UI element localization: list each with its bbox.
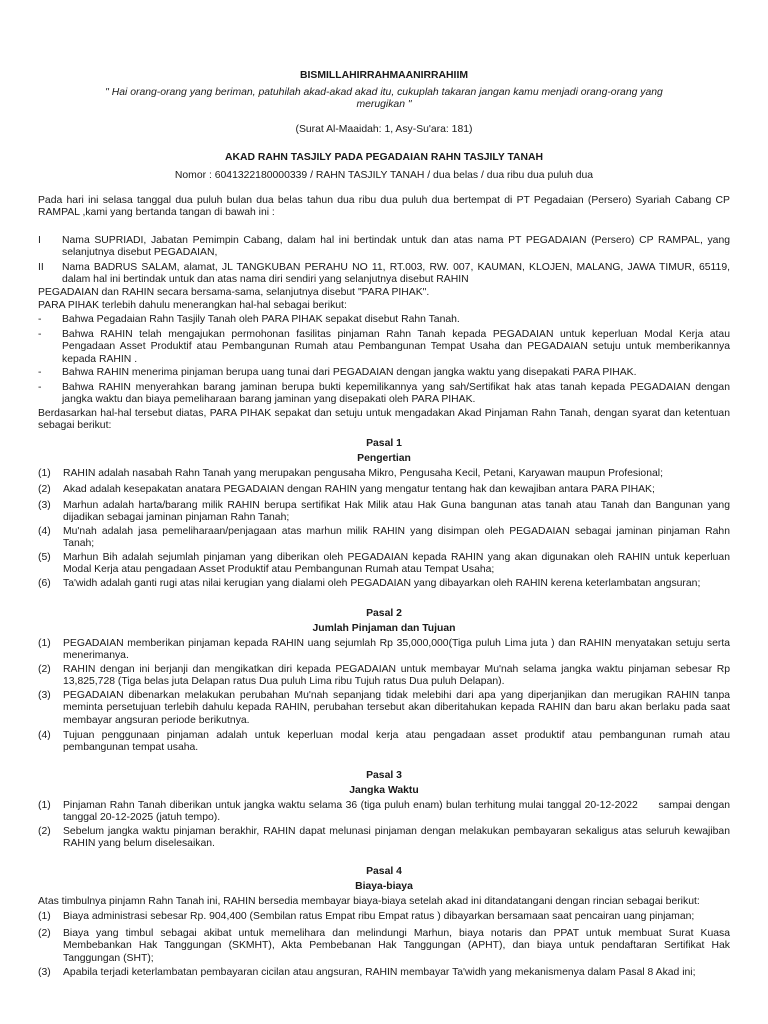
item-text: Akad adalah kesepakatan anatara PEGADAIAN dengan RAHIN yang mengatur tentang hak dan kewajiban antara PARA PIHAK; xyxy=(63,484,655,495)
pasal-1-item xyxy=(38,484,730,496)
pasal-1-item xyxy=(38,468,730,480)
party-marker: I xyxy=(38,235,41,246)
item-text: Biaya yang timbul sebagai akibat untuk memelihara dan melindungi Marhun, biaya notaris dan PPAT untuk membuat Surat Kuasa Membebankan Hak Tanggungan (SKMHT), Akta Pembebanan Hak Tanggungan (APHT), dan biaya untuk pendaftaran Sertifikat Hak Tanggungan (SHT); xyxy=(63,928,730,964)
item-marker: (1) xyxy=(38,911,51,922)
intro-paragraph: Pada hari ini selasa tanggal dua puluh bulan dua belas tahun dua ribu dua puluh dua bertempat di PT Pegadaian (Persero) Syariah Cabang CP RAMPAL ,kami yang bertanda tangan di bawah ini : xyxy=(38,195,730,219)
pasal-3-item xyxy=(38,800,733,825)
recital-marker: - xyxy=(38,367,42,378)
item-text: Pinjaman Rahn Tanah diberikan untuk jangka waktu selama 36 (tiga puluh enam) bulan terhitung mulai tanggal 20-12-2022 sampai dengan tanggal 20-12-2025 (jatuh tempo). xyxy=(63,800,733,824)
party-marker: II xyxy=(38,262,44,273)
pasal-1-item xyxy=(38,552,730,577)
item-text: Apabila terjadi keterlambatan pembayaran cicilan atau angsuran, RAHIN membayar Ta'widh yang mekanismenya dalam Pasal 8 Akad ini; xyxy=(63,967,696,978)
item-marker: (6) xyxy=(38,578,51,589)
item-text: RAHIN dengan ini berjanji dan mengikatkan diri kepada PEGADAIAN untuk membayar Mu'nah selama jangka waktu pinjaman sebesar Rp 13,825,728 (Tiga belas juta Delapan ratus Dua puluh Lima ribu Tujuh ratus Dua puluh Delapan). xyxy=(63,664,730,688)
pasal-2-item xyxy=(38,664,730,689)
contract-number: Nomor : 6041322180000339 / RAHN TASJILY TANAH / dua belas / dua ribu dua puluh dua xyxy=(174,170,594,181)
item-marker: (2) xyxy=(38,664,51,675)
recital-text: Bahwa RAHIN menyerahkan barang jaminan berupa bukti kepemilikannya yang sah/Sertifikat hak atas tanah kepada PEGADAIAN dengan jangka waktu dan biaya pemeliharaan barang jaminan yang disepakati oleh PARA PIHAK. xyxy=(62,382,730,406)
item-text: Ta'widh adalah ganti rugi atas nilai kerugian yang dialami oleh PEGADAIAN yang dibayarkan oleh RAHIN kerena keterlambatan angsuran; xyxy=(63,578,701,589)
pasal-3-item xyxy=(38,826,730,851)
item-marker: (3) xyxy=(38,690,51,701)
pasal-3-subheading: Jangka Waktu xyxy=(349,785,419,796)
recital-item xyxy=(38,329,730,366)
pasal-4-item xyxy=(38,911,730,923)
item-marker: (4) xyxy=(38,526,51,537)
item-marker: (4) xyxy=(38,730,51,741)
recital-text: Bahwa Pegadaian Rahn Tasjily Tanah oleh PARA PIHAK sepakat disebut Rahn Tanah. xyxy=(62,314,460,325)
recital-item xyxy=(38,367,730,379)
item-text: Marhun Bih adalah sejumlah pinjaman yang diberikan oleh PEGADAIAN kepada RAHIN yang akan digunakan oleh RAHIN untuk keperluan Modal Kerja atau pengadaan Asset Produktif atau Pembangunan Rumah atau Tempat Usaha; xyxy=(63,552,730,576)
pasal-4-item xyxy=(38,967,730,979)
pasal-1-subheading: Pengertian xyxy=(357,453,411,464)
bismillah-heading: BISMILLAHIRRAHMAANIRRAHIIM xyxy=(300,70,468,81)
item-marker: (1) xyxy=(38,638,51,649)
item-text: Mu'nah adalah jasa pemeliharaan/penjagaan atas marhun milik RAHIN yang disimpan oleh PEGADAIAN sebagai jaminan pinjaman Rahn Tanah; xyxy=(63,526,730,550)
recital-text: Bahwa RAHIN menerima pinjaman berupa uang tunai dari PEGADAIAN dengan jangka waktu yang disepakati PARA PIHAK. xyxy=(62,367,637,378)
party-text: Nama BADRUS SALAM, alamat, JL TANGKUBAN PERAHU NO 11, RT.003, RW. 007, KAUMAN, KLOJEN, MALANG, JAWA TIMUR, 65119, dalam hal ini bertindak untuk dan atas nama diri sendiri yang selanjutnya disebut RAHIN xyxy=(62,262,730,286)
recital-marker: - xyxy=(38,329,42,340)
item-marker: (1) xyxy=(38,468,51,479)
pasal-2-subheading: Jumlah Pinjaman dan Tujuan xyxy=(312,623,456,634)
pasal-4-intro: Atas timbulnya pinjamn Rahn Tanah ini, RAHIN bersedia membayar biaya-biaya setelah akad ini ditandatangani dengan rincian sebagai berikut: xyxy=(38,896,700,907)
item-marker: (5) xyxy=(38,552,51,563)
party-text: Nama SUPRIADI, Jabatan Pemimpin Cabang, dalam hal ini bertindak untuk dan atas nama PT PEGADAIAN (Persero) CP RAMPAL, yang selanjutnya disebut PEGADAIAN, xyxy=(62,235,730,259)
contract-title: AKAD RAHN TASJILY PADA PEGADAIAN RAHN TASJILY TANAH xyxy=(224,152,544,163)
recital-marker: - xyxy=(38,382,42,393)
pasal-1-heading: Pasal 1 xyxy=(366,438,402,449)
party-item xyxy=(38,235,730,260)
agreement-paragraph: Berdasarkan hal-hal tersebut diatas, PARA PIHAK sepakat dan setuju untuk mengadakan Akad Pinjaman Rahn Tanah, dengan syarat dan ketentuan sebagai berikut: xyxy=(38,408,730,432)
party-item xyxy=(38,262,730,287)
parties-note: PARA PIHAK terlebih dahulu menerangkan hal-hal sebagai berikut: xyxy=(38,300,347,311)
pasal-4-heading: Pasal 4 xyxy=(366,866,402,877)
item-text: Sebelum jangka waktu pinjaman berakhir, RAHIN dapat melunasi pinjaman dengan melakukan pembayaran sekaligus atas seluruh kewajiban RAHIN yang belum diselesaikan. xyxy=(63,826,730,850)
recital-marker: - xyxy=(38,314,42,325)
pasal-4-item xyxy=(38,928,730,965)
item-marker: (1) xyxy=(38,800,51,811)
quote-source: (Surat Al-Maaidah: 1, Asy-Su'ara: 181) xyxy=(295,124,473,135)
pasal-1-item xyxy=(38,526,730,551)
pasal-2-item xyxy=(38,690,730,727)
recital-item xyxy=(38,314,730,326)
item-marker: (2) xyxy=(38,928,51,939)
item-marker: (2) xyxy=(38,484,51,495)
item-text: Marhun adalah harta/barang milik RAHIN berupa sertifikat Hak Milik atau Hak Guna bangunan atas tanah atau Tanah dan Bangunan yang dijadikan sebagai jaminan pinjaman Rahn Tanah; xyxy=(63,500,730,524)
pasal-2-item xyxy=(38,730,730,755)
item-marker: (3) xyxy=(38,500,51,511)
pasal-3-heading: Pasal 3 xyxy=(366,770,402,781)
recital-text: Bahwa RAHIN telah mengajukan permohonan fasilitas pinjaman Rahn Tanah kepada PEGADAIAN untuk keperluan Modal Kerja atau Pengadaan Asset Produktif atau Pembangunan Rumah atau Pembangunan Tempat Usaha dan PEGADAIAN setuju untuk memberikannya kepada RAHIN . xyxy=(62,329,730,365)
pasal-1-item xyxy=(38,500,730,525)
item-marker: (3) xyxy=(38,967,51,978)
item-text: PEGADAIAN memberikan pinjaman kepada RAHIN uang sejumlah Rp 35,000,000(Tiga puluh Lima juta ) dan RAHIN menyatakan setuju serta menerimanya. xyxy=(63,638,730,662)
pasal-2-item xyxy=(38,638,730,663)
parties-note: PEGADAIAN dan RAHIN secara bersama-sama, selanjutnya disebut "PARA PIHAK". xyxy=(38,287,430,298)
pasal-2-heading: Pasal 2 xyxy=(366,608,402,619)
item-text: Tujuan penggunaan pinjaman adalah untuk keperluan modal kerja atau pengadaan asset produktif atau pembangunan rumah atau pembangunan tempat usaha. xyxy=(63,730,730,754)
item-text: RAHIN adalah nasabah Rahn Tanah yang merupakan pengusaha Mikro, Pengusaha Kecil, Petani, Karyawan maupun Profesional; xyxy=(63,468,663,479)
item-marker: (2) xyxy=(38,826,51,837)
item-text: Biaya administrasi sebesar Rp. 904,400 (Sembilan ratus Empat ribu Empat ratus ) dibayarkan bersamaan saat pencairan uang pinjaman; xyxy=(63,911,695,922)
quran-quote: " Hai orang-orang yang beriman, patuhilah akad-akad akad itu, cukuplah takaran jangan kamu menjadi orang-orang yang merugikan " xyxy=(105,87,663,111)
recital-item xyxy=(38,382,730,407)
pasal-4-subheading: Biaya-biaya xyxy=(355,881,413,892)
item-text: PEGADAIAN dibenarkan melakukan perubahan Mu'nah sepanjang tidak melebihi dari apa yang diperjanjikan dan merugikan RAHIN tanpa meminta persetujuan terlebih dahulu kepada RAHIN, perubahan tersebut akan diberitahukan kepada RAHIN dan baru akan berlaku pada saat membayar angsuran periode berikutnya. xyxy=(63,690,730,726)
pasal-1-item xyxy=(38,578,730,590)
